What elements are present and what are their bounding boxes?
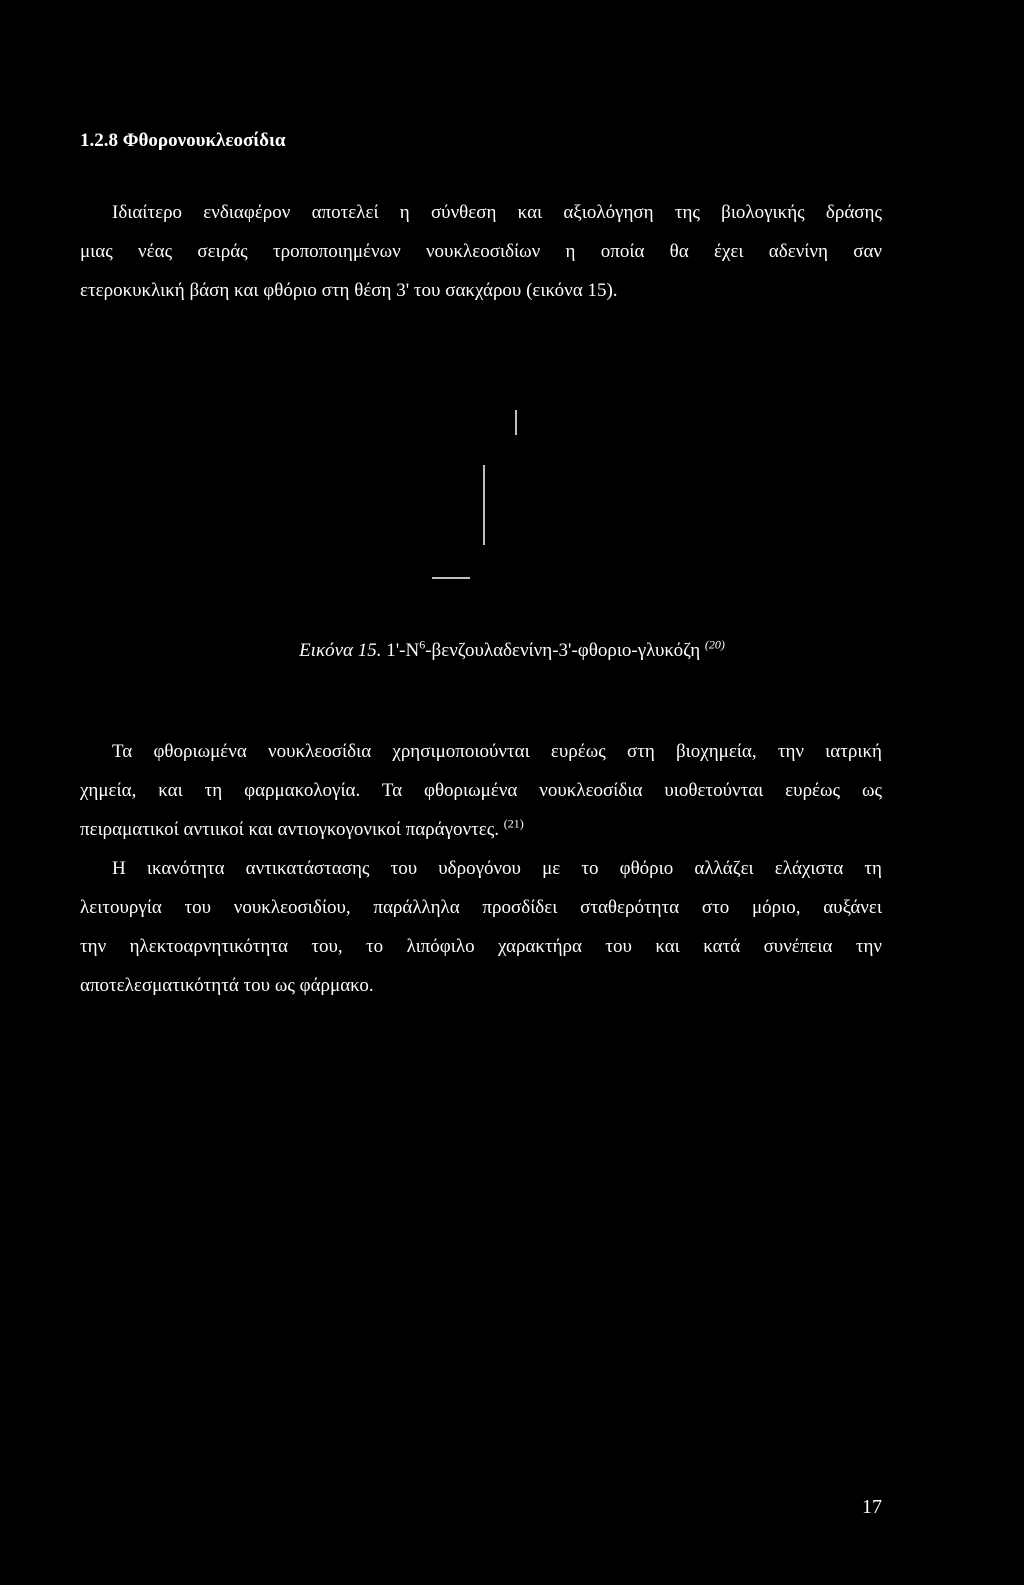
caption-label: Εικόνα 15. bbox=[299, 640, 382, 661]
paragraph-line: αποτελεσματικότητά του ως φάρμακο. bbox=[80, 975, 374, 996]
section-heading: 1.2.8 Φθορονουκλεοσίδια bbox=[80, 130, 286, 151]
molecule-structure-figure bbox=[420, 410, 540, 590]
intro-paragraph bbox=[80, 193, 882, 310]
figure-caption bbox=[0, 637, 1024, 662]
paragraph-line: λειτουργία του νουκλεοσιδίου, παράλληλα προσδίδει σταθερότητα στο μόριο, αυξάνει bbox=[80, 897, 882, 918]
fluorinated-nucleosides-paragraph bbox=[80, 732, 882, 1005]
citation-reference: (21) bbox=[503, 816, 524, 831]
paragraph-line: Η ικανότητα αντικατάστασης του υδρογόνου με το φθόριο αλλάζει ελάχιστα τη bbox=[112, 858, 882, 879]
paragraph-line: Τα φθοριωμένα νουκλεοσίδια χρησιμοποιούνται ευρέως στη βιοχημεία, την ιατρική bbox=[112, 741, 882, 762]
paragraph-line: Ιδιαίτερο ενδιαφέρον αποτελεί η σύνθεση και αξιολόγηση της βιολογικής δράσης bbox=[112, 202, 882, 223]
caption-superscript: 6 bbox=[419, 637, 426, 652]
paragraph-line: την ηλεκτοαρνητικότητα του, το λιπόφιλο χαρακτήρα του και κατά συνέπεια την bbox=[80, 936, 882, 957]
paragraph-line: μιας νέας σειράς τροποποιημένων νουκλεοσιδίων η οποία θα έχει αδενίνη σαν bbox=[80, 241, 882, 262]
caption-reference: (20) bbox=[704, 637, 725, 652]
page-number: 17 bbox=[862, 1496, 882, 1518]
caption-text-post: -βενζουλαδενίνη-3'-φθοριο-γλυκόζη bbox=[425, 640, 701, 661]
paragraph-line-text: πειραματικοί αντιικοί και αντιογκογονικοί παράγοντες. bbox=[80, 819, 499, 840]
paragraph-line bbox=[80, 810, 882, 849]
paragraph-line: ετεροκυκλική βάση και φθόριο στη θέση 3' του σακχάρου (εικόνα 15). bbox=[80, 280, 618, 301]
caption-text-pre: 1'-N bbox=[386, 640, 420, 661]
paragraph-line: χημεία, και τη φαρμακολογία. Τα φθοριωμένα νουκλεοσίδια υιοθετούνται ευρέως ως bbox=[80, 780, 882, 801]
